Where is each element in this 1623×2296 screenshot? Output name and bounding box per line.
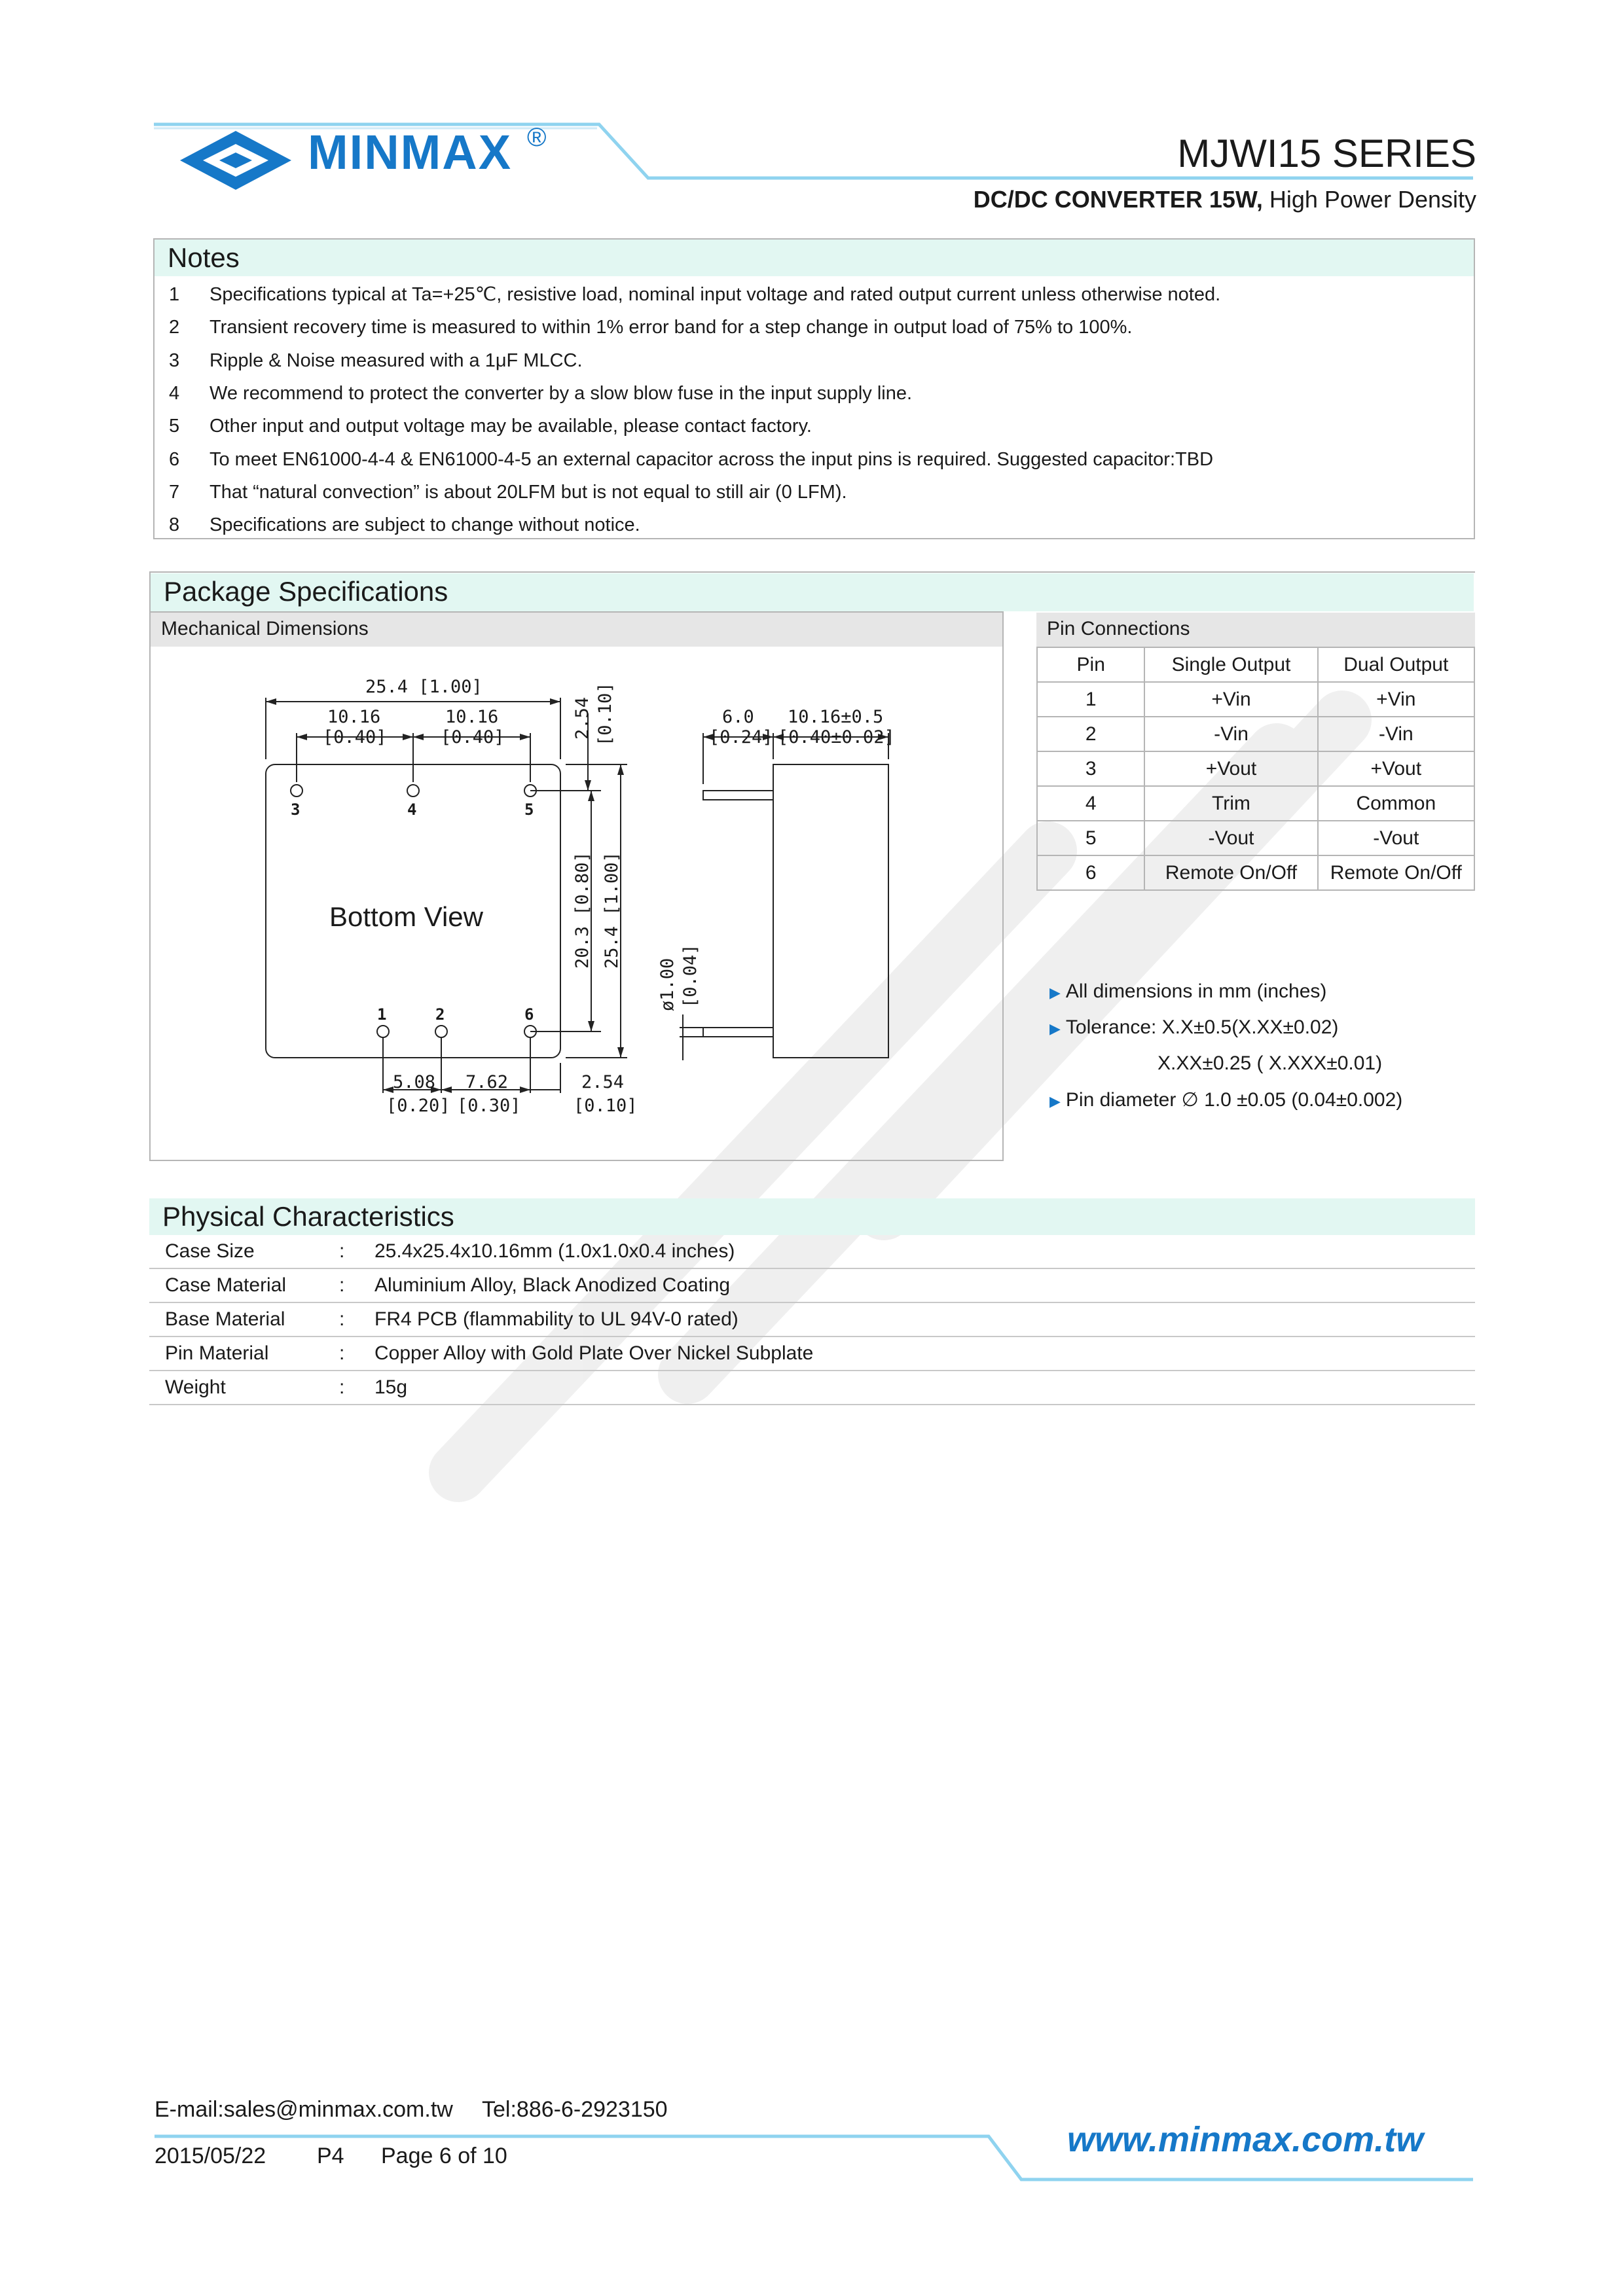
table-row (1037, 855, 1474, 890)
dim-2-54-bot: 2.54 (581, 1072, 625, 1092)
note-text: Ripple & Noise measured with a 1μF MLCC. (210, 350, 583, 371)
physical-row (149, 1235, 1475, 1269)
dim-0-40-a: [0.40] (323, 727, 387, 747)
single-output-cell: +Vout (1144, 751, 1317, 786)
side-view-pin-top (703, 791, 773, 800)
note-text: To meet EN61000-4-4 & EN61000-4-5 an external capacitor across the input pins is required. Suggested capacitor:TBD (210, 448, 1214, 470)
dual-output-cell: Remote On/Off (1318, 855, 1474, 890)
pin-label-1: 1 (377, 1005, 387, 1024)
header-dual-output: Dual Output (1318, 647, 1474, 682)
pin-connections-table (1036, 647, 1475, 891)
single-output-cell: Remote On/Off (1144, 855, 1317, 890)
single-output-cell: Trim (1144, 786, 1317, 821)
dim-10-16-a: 10.16 (327, 707, 381, 727)
note-number: 6 (169, 448, 180, 470)
note-number: 8 (169, 514, 180, 536)
series-subtitle (974, 186, 1476, 213)
physical-value: Copper Alloy with Gold Plate Over Nickel Subplate (374, 1342, 814, 1364)
registered-mark: ® (527, 123, 547, 152)
pin-2-circle (435, 1026, 447, 1037)
bottom-view-label: Bottom View (329, 901, 483, 932)
dim-note-tolerance: ▶ Tolerance: X.X±0.5(X.XX±0.02) (1049, 1016, 1339, 1038)
note-text: Specifications are subject to change without notice. (210, 514, 640, 536)
pin-label-5: 5 (524, 800, 534, 819)
dim-dia: ø1.00 (657, 958, 678, 1011)
dual-output-cell: +Vin (1318, 682, 1474, 717)
minmax-logo-icon (177, 128, 295, 193)
footer-website-link[interactable]: www.minmax.com.tw (1067, 2120, 1424, 2159)
note-number: 2 (169, 317, 180, 338)
dual-output-cell: -Vout (1318, 821, 1474, 855)
note-number: 5 (169, 416, 180, 437)
footer-email: E-mail:sales@minmax.com.tw (155, 2097, 453, 2122)
colon-separator: : (339, 1308, 345, 1330)
single-output-cell: -Vin (1144, 717, 1317, 751)
side-view-body (773, 764, 888, 1058)
header-single-output: Single Output (1144, 647, 1317, 682)
pin-label-3: 3 (291, 800, 301, 819)
note-text: Transient recovery time is measured to within 1% error band for a step change in output load of 75% to 100%. (210, 317, 1133, 338)
pin-number-cell: 5 (1037, 821, 1144, 855)
mechanical-drawing (149, 648, 1000, 1158)
dual-output-cell: Common (1318, 786, 1474, 821)
note-text: Specifications typical at Ta=+25℃, resistive load, nominal input voltage and rated output current unless otherwise noted. (210, 284, 1221, 305)
dim-note-pin-diameter: ▶ Pin diameter ∅ 1.0 ±0.05 (0.04±0.002) (1049, 1089, 1403, 1111)
table-row (1037, 821, 1474, 855)
physical-row (149, 1337, 1475, 1371)
physical-label: Weight (165, 1376, 226, 1398)
note-number: 7 (169, 481, 180, 503)
physical-row (149, 1269, 1475, 1303)
note-number: 4 (169, 382, 180, 404)
dual-output-cell: -Vin (1318, 717, 1474, 751)
table-row (1037, 717, 1474, 751)
dim-0-40-tol: [0.40±0.02] (778, 727, 895, 747)
pin-number-cell: 3 (1037, 751, 1144, 786)
dim-note-tolerance-2: X.XX±0.25 ( X.XXX±0.01) (1158, 1052, 1383, 1074)
dim-0-24: [0.24] (709, 727, 773, 747)
dim-6-0: 6.0 (722, 707, 754, 727)
side-view-pin-bottom (703, 1028, 773, 1037)
notes-title: Notes (155, 240, 1474, 276)
pin-label-6: 6 (524, 1005, 534, 1024)
pin-number-cell: 4 (1037, 786, 1144, 821)
footer-date: 2015/05/22 (155, 2144, 266, 2168)
dim-5-08: 5.08 (393, 1072, 436, 1092)
pin-4-circle (407, 785, 419, 797)
triangle-bullet-icon: ▶ (1049, 1093, 1061, 1109)
pin-label-2: 2 (435, 1005, 445, 1024)
header-pin: Pin (1037, 647, 1144, 682)
physical-row (149, 1303, 1475, 1337)
dim-7-62: 7.62 (465, 1072, 509, 1092)
series-title: MJWI15 SERIES (1177, 132, 1476, 175)
table-row (1037, 751, 1474, 786)
pin-1-circle (377, 1026, 389, 1037)
physical-value: Aluminium Alloy, Black Anodized Coating (374, 1274, 731, 1296)
subtitle-rest: High Power Density (1262, 186, 1476, 213)
note-text: That “natural convection” is about 20LFM but is not equal to still air (0 LFM). (210, 481, 847, 503)
pin-number-cell: 1 (1037, 682, 1144, 717)
footer-tel: Tel:886-6-2923150 (482, 2097, 668, 2122)
colon-separator: : (339, 1342, 345, 1364)
dim-0-20: [0.20] (386, 1096, 450, 1116)
table-row (1037, 786, 1474, 821)
pin-label-4: 4 (407, 800, 417, 819)
pin-number-cell: 6 (1037, 855, 1144, 890)
physical-label: Case Material (165, 1274, 287, 1296)
physical-title: Physical Characteristics (149, 1198, 1475, 1235)
note-number: 1 (169, 284, 180, 305)
dim-0-30: [0.30] (457, 1096, 521, 1116)
pin-3-circle (291, 785, 302, 797)
single-output-cell: +Vin (1144, 682, 1317, 717)
dim-0-40-b: [0.40] (441, 727, 505, 747)
footer-page: Page 6 of 10 (381, 2144, 507, 2168)
dim-10-16-b: 10.16 (445, 707, 499, 727)
dim-10-16-tol: 10.16±0.5 (788, 707, 884, 727)
physical-label: Case Size (165, 1240, 255, 1262)
brand-name: MINMAX (308, 125, 513, 179)
physical-value: FR4 PCB (flammability to UL 94V-0 rated) (374, 1308, 739, 1330)
mech-title: Mechanical Dimensions (151, 613, 1002, 647)
physical-value: 15g (374, 1376, 408, 1398)
dual-output-cell: +Vout (1318, 751, 1474, 786)
colon-separator: : (339, 1376, 345, 1398)
single-output-cell: -Vout (1144, 821, 1317, 855)
physical-label: Pin Material (165, 1342, 269, 1364)
note-text: We recommend to protect the converter by a slow blow fuse in the input supply line. (210, 382, 913, 404)
pin-connections-title: Pin Connections (1036, 613, 1475, 647)
dim-25-4-v: 25.4 [1.00] (602, 852, 622, 969)
physical-value: 25.4x25.4x10.16mm (1.0x1.0x0.4 inches) (374, 1240, 735, 1262)
subtitle-bold: DC/DC CONVERTER 15W, (973, 186, 1263, 213)
note-number: 3 (169, 350, 180, 371)
triangle-bullet-icon: ▶ (1049, 1020, 1061, 1037)
triangle-bullet-icon: ▶ (1049, 984, 1061, 1001)
note-text: Other input and output voltage may be available, please contact factory. (210, 416, 812, 437)
package-title: Package Specifications (151, 573, 1474, 611)
dim-20-3: 20.3 [0.80] (572, 852, 593, 969)
colon-separator: : (339, 1274, 345, 1296)
physical-row (149, 1371, 1475, 1405)
dim-note-units: ▶ All dimensions in mm (inches) (1049, 980, 1327, 1002)
table-row (1037, 682, 1474, 717)
physical-label: Base Material (165, 1308, 285, 1330)
pin-table-header (1037, 647, 1474, 682)
dim-2-54-top: 2.54 (572, 696, 593, 740)
pin-number-cell: 2 (1037, 717, 1144, 751)
dim-0-10-top: [0.10] (595, 682, 615, 746)
dim-dia-in: [0.04] (680, 944, 701, 1008)
colon-separator: : (339, 1240, 345, 1262)
footer-rev: P4 (317, 2144, 344, 2168)
dim-width-label: 25.4 [1.00] (365, 677, 483, 697)
dim-0-10-bot: [0.10] (574, 1096, 638, 1116)
